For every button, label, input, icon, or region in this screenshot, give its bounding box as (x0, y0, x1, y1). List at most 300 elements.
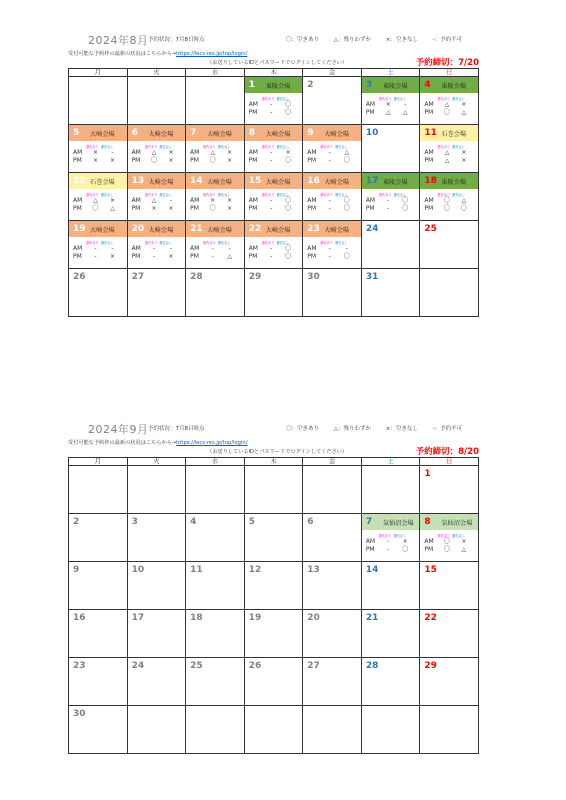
day-number: 15 (424, 565, 437, 575)
day-number: 17 (365, 176, 379, 186)
pm-slot-row (303, 253, 361, 261)
slot-status-priority: 〇 (151, 157, 158, 164)
day-header (69, 514, 127, 530)
priority-yes-label: 優先あり (203, 241, 216, 245)
pm-slot-row (245, 205, 303, 213)
day-cell[interactable] (303, 610, 362, 658)
priority-no-label: 優先なし (159, 145, 173, 149)
day-header (245, 269, 303, 285)
day-number: 11 (190, 565, 203, 575)
day-header (128, 173, 186, 189)
day-header (128, 514, 186, 530)
day-header (186, 658, 244, 674)
day-cell (361, 706, 420, 754)
slot-status-normal: × (285, 149, 291, 156)
day-header (245, 562, 303, 578)
priority-no-label: 優先なし (100, 145, 114, 149)
pm-slot-row (420, 157, 478, 165)
priority-yes-label: 優先あり (261, 145, 275, 149)
priority-no-label: 優先なし (393, 193, 407, 197)
slot-status-priority: - (270, 205, 273, 212)
day-header (420, 221, 478, 237)
slot-status-priority: - (328, 197, 331, 204)
day-number: 17 (131, 613, 145, 623)
am-label: AM (307, 149, 317, 156)
am-label: AM (248, 245, 258, 252)
day-cell[interactable] (361, 173, 420, 221)
priority-no-label: 優先なし (276, 193, 290, 197)
day-cell[interactable] (127, 221, 186, 269)
am-label: AM (73, 245, 83, 252)
weekday-wed: 水 (186, 69, 245, 77)
weekday-row (69, 458, 479, 466)
day-cell[interactable] (186, 658, 245, 706)
week-row (69, 466, 479, 514)
pm-slot-row (362, 109, 420, 117)
slot-status-normal: × (109, 253, 116, 260)
day-cell[interactable] (361, 562, 420, 610)
weekday-wed: 水 (186, 458, 245, 466)
slot-status-priority: - (328, 157, 331, 164)
day-cell[interactable] (186, 221, 245, 269)
slot-status-priority: 〇 (443, 546, 450, 553)
am-label: AM (248, 197, 258, 204)
day-cell (127, 706, 186, 754)
slot-status-normal: 〇 (402, 546, 409, 553)
login-link[interactable]: https://lecs-res.jp/top/login/ (176, 440, 248, 446)
day-cell (69, 77, 128, 125)
day-cell[interactable] (361, 269, 420, 317)
priority-yes-label: 優先あり (261, 241, 275, 245)
day-cell[interactable] (69, 658, 128, 706)
priority-yes-label: 優先あり (320, 193, 333, 197)
pm-slot-row (186, 157, 244, 165)
slot-status-priority: - (387, 205, 390, 212)
week-row (69, 610, 479, 658)
slot-status-priority: - (387, 197, 390, 204)
day-number: 25 (190, 661, 203, 671)
slot-status-normal: 〇 (343, 197, 350, 204)
day-number: 25 (424, 224, 437, 234)
day-header (362, 77, 420, 93)
calendar-table (68, 457, 479, 754)
pm-label: PM (73, 157, 82, 164)
day-cell[interactable] (69, 706, 128, 754)
day-number: 20 (307, 613, 320, 623)
day-cell (420, 706, 479, 754)
slot-status-normal: × (227, 205, 233, 212)
pm-label: PM (190, 157, 199, 164)
day-header (303, 269, 361, 285)
week-row (69, 221, 479, 269)
weekday-sun: 日 (420, 69, 479, 77)
am-label: AM (131, 245, 141, 252)
priority-no-label: 優先なし (100, 193, 114, 197)
priority-no-label: 優先なし (159, 241, 173, 245)
day-header (245, 77, 303, 93)
day-cell[interactable] (420, 466, 479, 514)
day-cell[interactable] (361, 514, 420, 562)
slot-status-priority: × (210, 197, 216, 204)
day-number: 19 (73, 224, 86, 234)
am-label: AM (73, 197, 83, 204)
day-cell[interactable] (244, 221, 303, 269)
day-header (362, 514, 420, 530)
priority-no-label: 優先なし (335, 241, 348, 245)
day-cell[interactable] (69, 173, 128, 221)
day-number: 21 (190, 224, 203, 234)
pm-label: PM (307, 253, 317, 260)
day-number: 9 (73, 565, 80, 575)
day-cell[interactable] (127, 269, 186, 317)
pm-label: PM (131, 157, 141, 164)
day-cell[interactable] (69, 125, 128, 173)
day-header (69, 221, 127, 237)
slot-status-normal: △ (403, 109, 408, 116)
pm-slot-row (245, 157, 303, 165)
priority-yes-label: 優先あり (437, 193, 451, 197)
pm-label: PM (365, 109, 375, 116)
day-cell[interactable] (69, 269, 128, 317)
day-cell[interactable] (127, 514, 186, 562)
day-header (245, 173, 303, 189)
slot-status-priority: △ (210, 149, 215, 156)
day-cell[interactable] (420, 562, 479, 610)
priority-no-label: 優先なし (335, 145, 348, 149)
day-header (69, 125, 127, 141)
slot-status-priority: - (270, 157, 273, 164)
slot-status-normal: 〇 (285, 101, 292, 108)
day-cell[interactable] (361, 658, 420, 706)
am-slot-row (186, 197, 244, 205)
slot-status-priority: 〇 (209, 205, 216, 212)
weekday-mon: 月 (69, 458, 128, 466)
pm-label: PM (73, 253, 82, 260)
day-number: 29 (248, 272, 262, 282)
day-number: 24 (365, 224, 379, 234)
legend-available: 〇：空きあり (286, 426, 320, 432)
day-cell[interactable] (361, 610, 420, 658)
day-number: 22 (424, 613, 437, 623)
venue-name: 大崎会場 (207, 130, 232, 138)
slot-status-normal: - (111, 149, 114, 156)
day-header (245, 658, 303, 674)
day-cell[interactable] (303, 562, 362, 610)
am-label: AM (190, 245, 200, 252)
day-number: 16 (73, 613, 86, 623)
login-link[interactable]: https://lecs-res.jp/top/login/ (176, 51, 248, 57)
day-cell[interactable] (186, 269, 245, 317)
day-number: 21 (365, 613, 379, 623)
weekday-thu: 木 (244, 69, 303, 77)
day-header (303, 221, 361, 237)
day-cell[interactable] (244, 269, 303, 317)
day-cell (127, 77, 186, 125)
day-number: 29 (424, 661, 437, 671)
slot-status-priority: - (328, 149, 331, 156)
pm-label: PM (248, 253, 258, 260)
slot-status-normal: × (227, 197, 233, 204)
day-cell[interactable] (361, 221, 420, 269)
slot-status-priority: - (270, 101, 273, 108)
slot-status-normal: 〇 (343, 157, 350, 164)
slot-status-normal: × (227, 157, 233, 164)
pm-label: PM (73, 205, 82, 212)
day-cell[interactable] (303, 658, 362, 706)
day-cell[interactable] (420, 77, 479, 125)
day-number: 5 (73, 128, 80, 138)
day-cell[interactable] (69, 514, 128, 562)
week-row (69, 562, 479, 610)
priority-yes-label: 優先あり (144, 241, 158, 245)
venue-name: 気仙沼会場 (382, 519, 414, 527)
priority-no-label: 優先なし (452, 193, 465, 197)
day-cell[interactable] (244, 173, 303, 221)
day-number: 31 (365, 272, 379, 282)
day-number: 10 (131, 565, 145, 575)
am-slot-row (128, 149, 186, 157)
am-slot-row (303, 245, 361, 253)
slot-status-priority: 〇 (443, 205, 450, 212)
day-cell[interactable] (69, 610, 128, 658)
day-cell[interactable] (420, 658, 479, 706)
am-label: AM (424, 149, 434, 156)
pm-slot-row (420, 546, 478, 554)
week-row (69, 514, 479, 562)
day-cell[interactable] (303, 221, 362, 269)
day-cell[interactable] (186, 610, 245, 658)
am-label: AM (365, 101, 376, 108)
day-number: 14 (365, 565, 379, 575)
slot-status-normal: - (169, 245, 173, 252)
pm-slot-row (69, 157, 127, 165)
month-title: 2024年8月 (88, 34, 149, 47)
venue-name: 大崎会場 (148, 226, 174, 234)
day-number: 9 (307, 128, 314, 138)
status-date: 予約状況：7月8日時点 (148, 426, 205, 432)
priority-no-label: 優先なし (393, 534, 407, 538)
day-cell[interactable] (186, 125, 245, 173)
pm-label: PM (248, 109, 258, 116)
day-number: 23 (307, 224, 320, 234)
day-number: 19 (248, 613, 262, 623)
day-number: 13 (307, 565, 320, 575)
pm-label: PM (307, 205, 317, 212)
slot-status-normal: 〇 (285, 253, 292, 260)
day-cell[interactable] (69, 562, 128, 610)
am-label: AM (424, 197, 434, 204)
am-label: AM (365, 197, 376, 204)
am-slot-row (245, 149, 303, 157)
day-number: 7 (365, 517, 373, 527)
slot-status-priority: 〇 (92, 205, 99, 212)
day-header (303, 610, 361, 626)
am-slot-row (245, 245, 303, 253)
day-header (420, 466, 478, 482)
pm-slot-row (186, 253, 244, 261)
day-header (69, 269, 127, 285)
day-header (420, 77, 478, 93)
legend-full: ×：空きなし (385, 426, 418, 432)
slot-status-normal: 〇 (402, 205, 409, 212)
link-text: 受付可能な予約枠の最新の状況はこちらから→ (68, 51, 177, 57)
day-cell[interactable] (186, 514, 245, 562)
venue-name: 気仙沼会場 (441, 519, 473, 527)
slot-status-priority: × (92, 157, 99, 164)
day-cell[interactable] (69, 221, 128, 269)
weekday-sat: 土 (361, 69, 420, 77)
day-header (128, 125, 186, 141)
day-cell (186, 706, 245, 754)
day-cell[interactable] (186, 562, 245, 610)
am-slot-row (128, 245, 186, 253)
pm-slot-row (69, 253, 127, 261)
priority-no-label: 優先なし (452, 97, 465, 101)
day-number: 18 (190, 613, 203, 623)
day-cell[interactable] (244, 125, 303, 173)
day-cell[interactable] (244, 658, 303, 706)
slot-status-normal: - (169, 197, 173, 204)
priority-no-label: 優先なし (452, 145, 465, 149)
slot-status-priority: - (270, 245, 273, 252)
day-header (303, 125, 361, 141)
week-row (69, 173, 479, 221)
day-cell[interactable] (303, 173, 362, 221)
day-cell[interactable] (244, 514, 303, 562)
day-cell[interactable] (244, 610, 303, 658)
am-label: AM (424, 101, 434, 108)
month-september (68, 421, 479, 754)
day-header (186, 269, 244, 285)
day-cell (186, 466, 245, 514)
slot-status-normal: - (345, 245, 348, 252)
slot-status-priority: - (387, 546, 390, 553)
day-number: 4 (190, 517, 197, 527)
day-header (128, 610, 186, 626)
day-cell[interactable] (361, 77, 420, 125)
slot-status-priority: - (211, 245, 214, 252)
day-cell[interactable] (420, 514, 479, 562)
am-label: AM (365, 538, 376, 545)
pm-slot-row (186, 205, 244, 213)
am-slot-row (420, 101, 478, 109)
note-row (68, 448, 479, 457)
am-label: AM (131, 197, 141, 204)
day-header (362, 658, 420, 674)
day-number: 8 (248, 128, 255, 138)
priority-yes-label: 優先あり (437, 97, 451, 101)
day-cell[interactable] (186, 173, 245, 221)
day-header (362, 221, 420, 237)
day-cell[interactable] (303, 125, 362, 173)
am-slot-row (420, 197, 478, 205)
pm-label: PM (190, 205, 199, 212)
slot-status-normal: 〇 (285, 197, 292, 204)
pm-slot-row (128, 253, 186, 261)
slot-status-normal: 〇 (460, 205, 467, 212)
day-cell[interactable] (303, 269, 362, 317)
day-cell[interactable] (127, 173, 186, 221)
day-cell[interactable] (244, 562, 303, 610)
day-header (245, 514, 303, 530)
day-header (128, 562, 186, 578)
priority-yes-label: 優先あり (378, 534, 392, 538)
link-text: 受付可能な予約枠の最新の状況はこちらから→ (68, 440, 177, 446)
day-cell[interactable] (127, 125, 186, 173)
day-cell (303, 466, 362, 514)
day-header (69, 562, 127, 578)
day-cell[interactable] (420, 173, 479, 221)
slot-status-priority: - (152, 253, 156, 260)
day-cell[interactable] (303, 77, 362, 125)
status-date: 予約状況：7月8日時点 (148, 37, 205, 43)
pm-slot-row (303, 157, 361, 165)
day-number: 8 (424, 517, 431, 527)
day-number: 20 (131, 224, 145, 234)
day-cell[interactable] (420, 221, 479, 269)
day-header (420, 610, 478, 626)
day-header (186, 173, 244, 189)
am-label: AM (248, 101, 258, 108)
venue-name: 大崎会場 (265, 130, 291, 138)
day-header (420, 173, 478, 189)
day-number: 12 (73, 176, 86, 186)
month-title: 2024年9月 (88, 423, 149, 436)
slot-status-normal: 〇 (343, 205, 350, 212)
pm-label: PM (424, 546, 434, 553)
day-header (245, 610, 303, 626)
day-cell[interactable] (127, 658, 186, 706)
priority-yes-label: 優先あり (320, 241, 333, 245)
priority-yes-label: 優先あり (86, 193, 99, 197)
week-row (69, 269, 479, 317)
legend-few: △：残りわずか (333, 426, 371, 432)
venue-name: 東陵会場 (382, 178, 408, 186)
priority-yes-label: 優先あり (261, 97, 275, 101)
day-cell[interactable] (244, 77, 303, 125)
day-header (420, 562, 478, 578)
day-cell[interactable] (127, 562, 186, 610)
am-slot-row (420, 149, 478, 157)
day-number: 24 (131, 661, 145, 671)
priority-yes-label: 優先あり (378, 193, 392, 197)
day-cell[interactable] (420, 125, 479, 173)
week-row (69, 77, 479, 125)
day-cell[interactable] (361, 125, 420, 173)
priority-no-label: 優先なし (276, 145, 290, 149)
day-cell[interactable] (420, 610, 479, 658)
day-cell[interactable] (127, 610, 186, 658)
slot-status-normal: - (228, 245, 231, 252)
slot-status-normal: △ (461, 546, 467, 553)
pm-slot-row (245, 109, 303, 117)
slot-status-priority: △ (444, 101, 450, 108)
slot-status-normal: × (461, 538, 467, 545)
pm-slot-row (69, 205, 127, 213)
venue-name: 東陵会場 (265, 82, 291, 90)
day-header (303, 173, 361, 189)
day-number: 7 (190, 128, 197, 138)
day-number: 18 (424, 176, 437, 186)
legend-unavailable: -：予約不可 (432, 426, 463, 432)
day-cell (303, 706, 362, 754)
day-header (420, 514, 478, 530)
day-cell[interactable] (303, 514, 362, 562)
priority-yes-label: 優先あり (437, 534, 451, 538)
day-number: 15 (248, 176, 262, 186)
venue-name: 大崎会場 (207, 226, 232, 234)
calendar-body (69, 77, 479, 317)
